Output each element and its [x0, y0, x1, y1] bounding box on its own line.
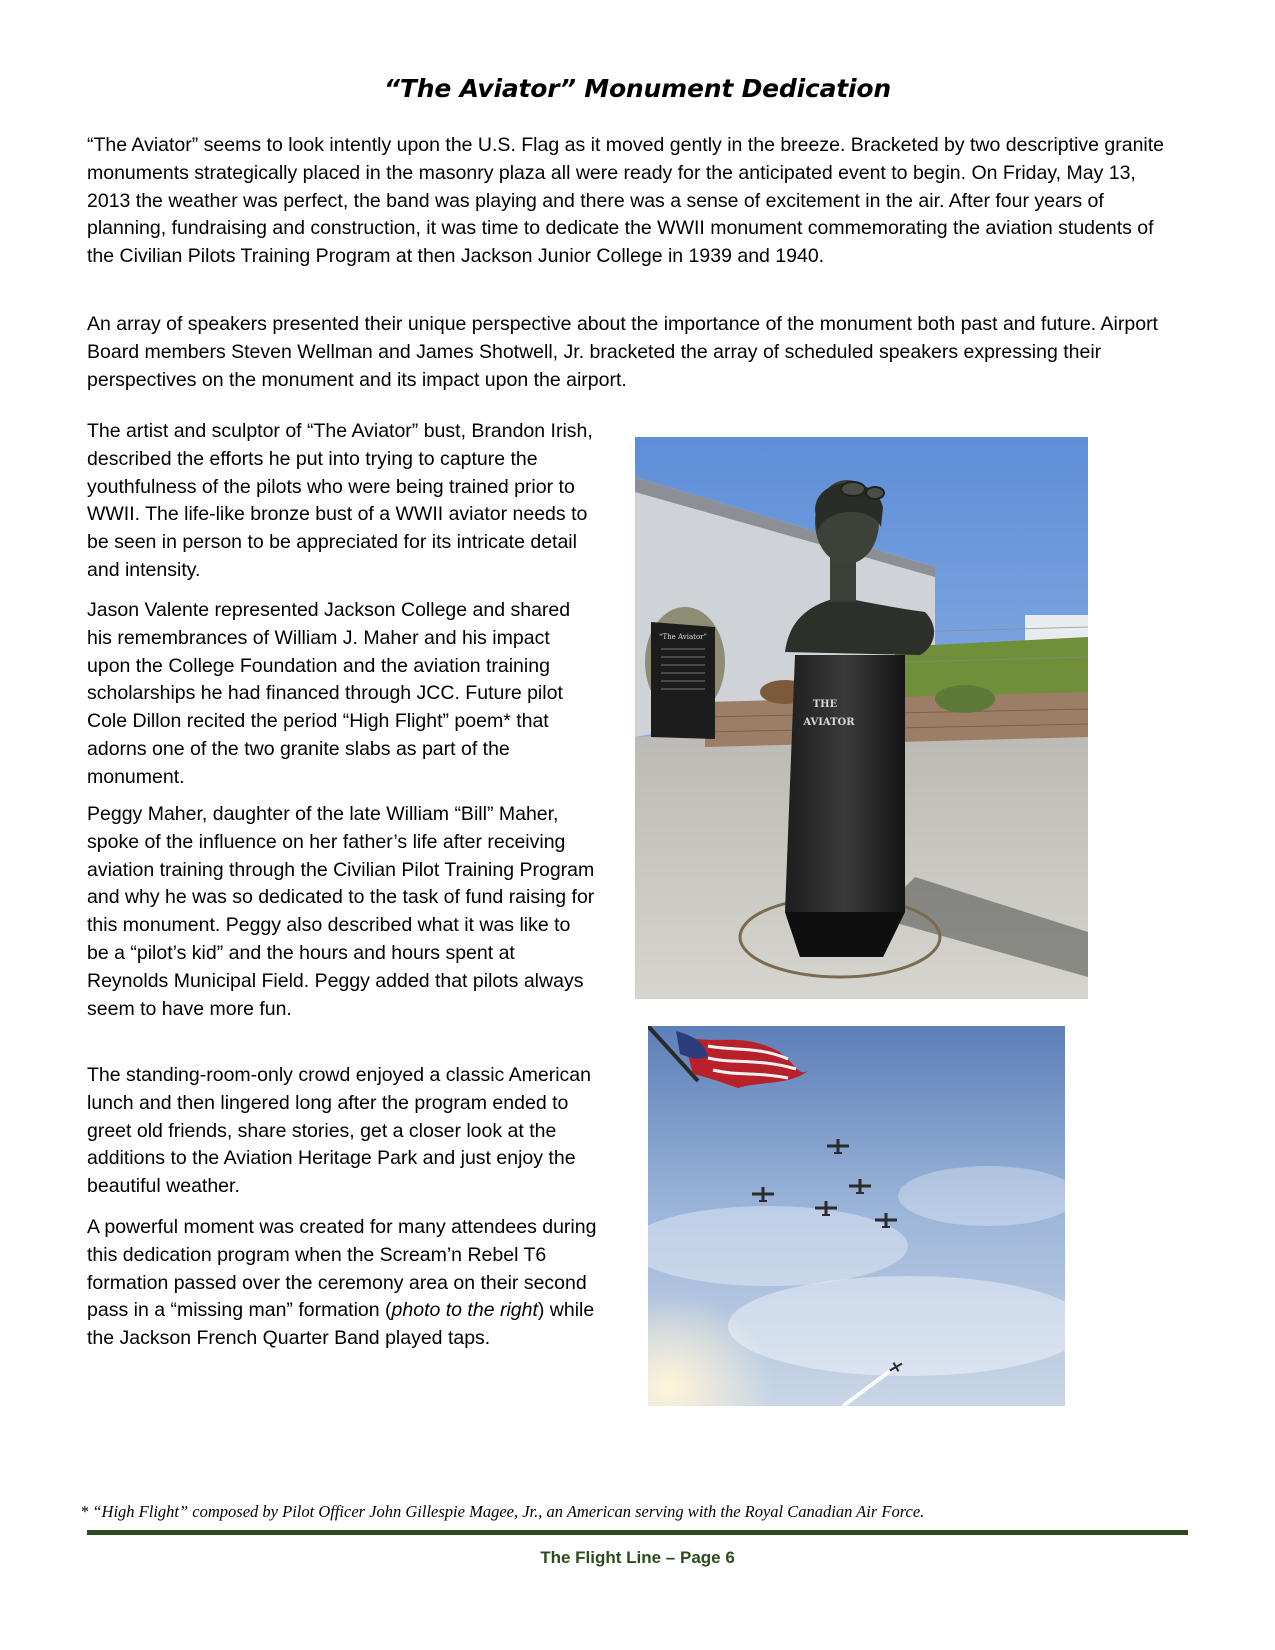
intro-paragraph-1: “The Aviator” seems to look intently upon the U.S. Flag as it moved gently in the breeze. Bracketed by two descriptive granite monuments strategically placed in the masonry plaza all were ready for the anticipated event to begin. On Friday, May 13, 2013 the weather was perfect, the band was playing and there was a sense of excitement in the air. After four years of planning, fundraising and construction, it was time to dedicate the WWII monument commemorating the aviation students of the Civilian Pilots Training Program at then Jackson Junior College in 1939 and 1940. — [87, 134, 1165, 268]
maher-paragraph: Peggy Maher, daughter of the late William “Bill” Maher, spoke of the influence on her father’s life after receiving aviation training through the Civilian Pilot Training Program and why he was so dedicated to the task of fund raising for this monument. Peggy also described what it was like to be a “pilot’s kid” and the hours and hours spent at Reynolds Municipal Field. Peggy added that pilots always seem to have more fun. — [87, 803, 595, 1020]
pedestal-text-1: THE — [812, 699, 838, 710]
article-title: “The Aviator” Monument Dedication — [384, 74, 891, 103]
missing-man-formation-photo — [648, 1026, 1065, 1406]
footer-divider — [87, 1530, 1188, 1535]
sculptor-paragraph: The artist and sculptor of “The Aviator” bust, Brandon Irish, described the efforts he put into trying to capture the youthfulness of the pilots who were being trained prior to WWII. The life-like bronze bust of a WWII aviator needs to be seen in person to be appreciated for its intricate detail and intensity. — [87, 420, 593, 581]
high-flight-footnote: * “High Flight” composed by Pilot Officer John Gillespie Magee, Jr., an American serving with the Royal Canadian Air Force. — [80, 1502, 925, 1521]
flyover-paragraph — [87, 1214, 597, 1353]
valente-paragraph: Jason Valente represented Jackson College and shared his remembrances of William J. Maher and his impact upon the College Foundation and the aviation training scholarships he had financed through JCC. Future pilot Cole Dillon recited the period “High Flight” poem* that adorns one of the two granite slabs as part of the monument. — [87, 599, 571, 788]
flyover-text-start: A powerful moment was created for many attendees during this dedication program when the Scream’n Rebel T6 formation passed over the ceremony area on their second pass in a “missing man” formation ( — [87, 1216, 597, 1322]
photo-reference: photo to the right — [391, 1299, 538, 1322]
flyover-text-end: ) while the Jackson French Quarter Band played taps. — [87, 1299, 595, 1350]
aviator-monument-photo — [635, 437, 1088, 999]
lunch-paragraph: The standing-room-only crowd enjoyed a classic American lunch and then lingered long after the program ended to greet old friends, share stories, get a closer look at the additions to the Aviation Heritage Park and just enjoy the beautiful weather. — [87, 1064, 591, 1198]
slab-title: “The Aviator” — [658, 633, 708, 641]
page-footer: The Flight Line – Page 6 — [540, 1548, 735, 1567]
pedestal-text-2: AVIATOR — [803, 717, 855, 728]
intro-paragraph-2: An array of speakers presented their unique perspective about the importance of the monument both past and future. Airport Board members Steven Wellman and James Shotwell, Jr. bracketed the array of scheduled speakers expressing their perspectives on the monument and its impact upon the airport. — [87, 313, 1158, 391]
